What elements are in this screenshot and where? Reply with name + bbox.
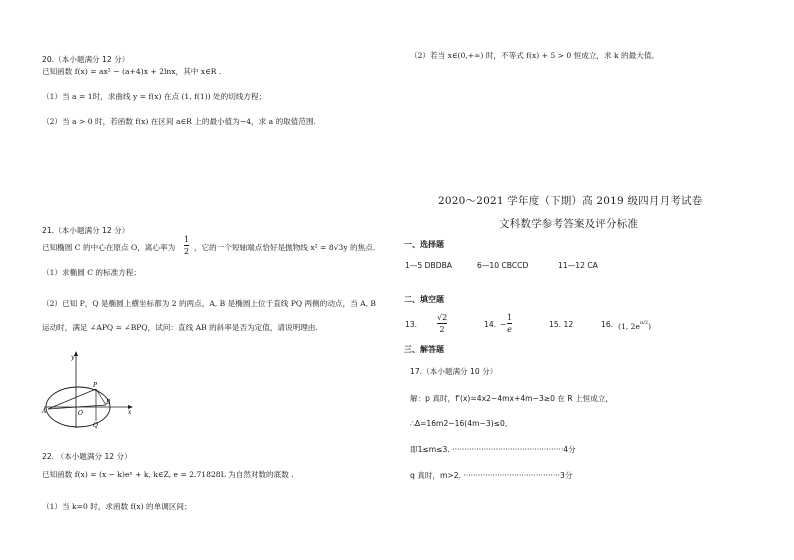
fraction-bar xyxy=(184,245,189,246)
label-y: y xyxy=(71,354,75,361)
blank15-answer: 15. 12 xyxy=(549,320,574,329)
q20-part1: （1）当 a = 1时，求曲线 y = f(x) 在点 (1, f(1)) 处的切线方程； xyxy=(42,92,267,101)
q21-ellipse-figure xyxy=(40,350,140,430)
choice-answers-1-5: 1—5 DBDBA xyxy=(405,261,452,270)
blank13-fraction xyxy=(437,313,447,334)
q21-header: 21.（本小题满分 12 分） xyxy=(42,226,130,235)
blank14-label: 14. xyxy=(484,320,497,329)
section-blank-heading: 二、填空题 xyxy=(404,295,444,304)
blank16-value xyxy=(618,322,651,333)
q21-part2-line1: （2）已知 P，Q 是椭圆上横坐标都为 2 的两点，A, B 是椭圆上位于直线 PQ 两侧的动点，当 A, B xyxy=(42,299,377,308)
line-pb xyxy=(96,389,106,405)
q21-part1: （1）求椭圆 C 的标准方程； xyxy=(42,268,141,277)
choice-answers-11-12: 11—12 CA xyxy=(558,261,598,270)
section-solution-heading: 三、解答题 xyxy=(404,345,444,354)
blank13-label: 13. xyxy=(405,320,418,329)
label-o: O xyxy=(78,410,83,417)
fraction-denominator: e xyxy=(507,325,512,334)
label-p: P xyxy=(93,382,98,389)
fraction-bar xyxy=(507,323,512,324)
fraction-denominator: 2 xyxy=(184,247,190,256)
q20-part2: （2）当 a > 0 时，若函数 f(x) 在区间 a∈R 上的最小值为−4，求 a 的取值范围. xyxy=(42,117,316,126)
q17-line4: q 真时，m>2. ········································3分 xyxy=(410,471,573,480)
q22-part1: （1）当 k=0 时，求函数 f(x) 的单调区间； xyxy=(42,502,192,511)
blank16-close: ) xyxy=(648,322,652,331)
q17-line3: 即1≤m≤3. ··············································4分 xyxy=(410,445,576,454)
q17-line2: ∴Δ=16m2−16(4m−3)≤0, xyxy=(410,419,508,428)
q20-stem: 已知函数 f(x) = ax² − (a+4)x + 2lnx，其中 x∈R . xyxy=(42,67,222,76)
q22-stem: 已知函数 f(x) = (x − k)eˣ + k, k∈Z, e = 2.71828L 为自然对数的底数 . xyxy=(42,470,294,479)
label-b: B xyxy=(106,399,111,406)
q21-eccentricity-fraction xyxy=(184,235,189,256)
q17-header: 17.（本小题满分 10 分） xyxy=(410,367,498,376)
q20-header: 20.（本小题满分 12 分） xyxy=(42,55,130,64)
blank16-label: 16. xyxy=(601,320,614,329)
blank16-exponent: π/2 xyxy=(639,320,649,326)
fraction-numerator: √2 xyxy=(437,313,448,322)
blank16-base: (1, 2e xyxy=(618,322,640,331)
fraction-numerator: 1 xyxy=(507,313,513,322)
q21-part2-line2: 运动时，满足 ∠APQ = ∠BPQ，试问：直线 AB 的斜率是否为定值，请说明理由. xyxy=(42,323,318,332)
q21-stem-b: ，它的一个短轴端点恰好是抛物线 x² = 8√3y 的焦点. xyxy=(194,243,376,252)
q17-line1: 解：p 真时，f'(x)=4x2−4mx+4m−3≥0 在 R 上恒成立， xyxy=(410,394,614,403)
fraction-bar xyxy=(437,323,447,324)
q22-header: 22. （本小题满分 12 分） xyxy=(42,452,132,461)
blank14-fraction xyxy=(507,313,512,334)
label-q: Q xyxy=(93,422,98,429)
exam-title: 2020～2021 学年度（下期）高 2019 级四月月考试卷 xyxy=(438,195,703,207)
q21-stem-a: 已知椭圆 C 的中心在原点 O，离心率为 xyxy=(42,243,176,252)
label-a: A xyxy=(42,408,47,415)
exam-subtitle: 文科数学参考答案及评分标准 xyxy=(499,218,639,230)
fraction-denominator: 2 xyxy=(439,325,445,334)
q22-part2: （2）若当 x∈(0,+∞) 时，不等式 f(x) + 5 > 0 恒成立，求 k 的最大值。 xyxy=(410,51,660,60)
section-choice-heading: 一、选择题 xyxy=(404,240,444,249)
label-x: x xyxy=(128,409,132,416)
y-axis-arrow-icon xyxy=(74,351,78,356)
choice-answers-6-10: 6—10 CBCCD xyxy=(477,261,529,270)
blank14-minus: − xyxy=(500,320,507,329)
fraction-numerator: 1 xyxy=(184,235,190,244)
